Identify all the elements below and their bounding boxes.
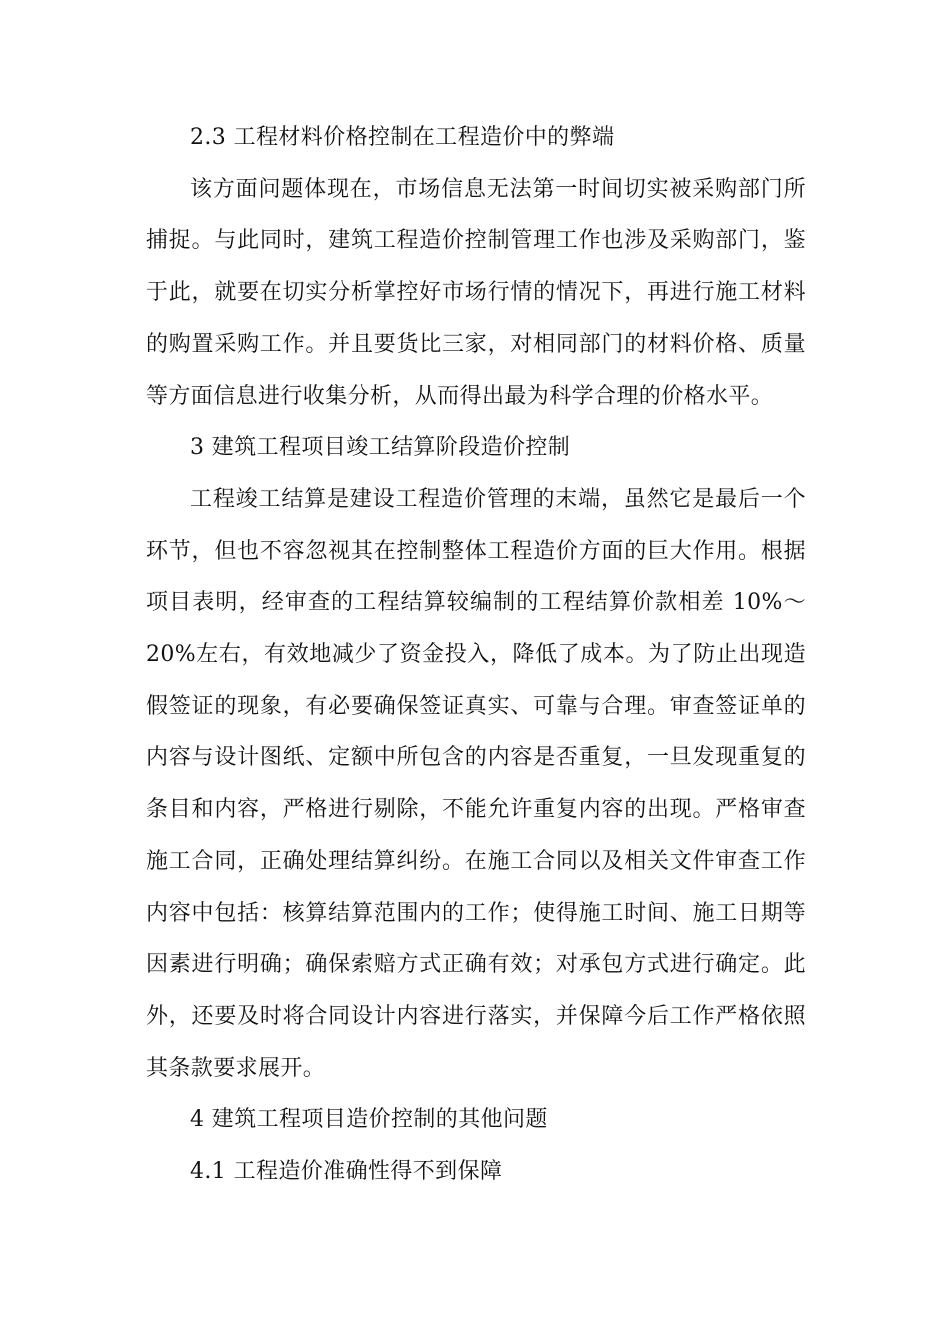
paragraph-line: 内容中包括：核算结算范围内的工作；使得施工时间、施工日期等 (146, 900, 806, 926)
paragraph-line: 捕捉。与此同时，建筑工程造价控制管理工作也涉及采购部门，鉴 (146, 228, 806, 254)
section-2-3-paragraph (146, 164, 806, 423)
heading-text: 4.1 工程造价准确性得不到保障 (190, 1159, 503, 1185)
paragraph-line: 的购置采购工作。并且要货比三家，对相同部门的材料价格、质量 (146, 331, 806, 357)
section-3-paragraph (146, 474, 806, 1094)
heading-text: 2.3 工程材料价格控制在工程造价中的弊端 (190, 125, 615, 150)
paragraph-line: 20%左右，有效地减少了资金投入，降低了成本。为了防止出现造 (146, 642, 806, 668)
paragraph-line: 环节，但也不容忽视其在控制整体工程造价方面的巨大作用。根据 (146, 538, 806, 564)
paragraph-line: 外，还要及时将合同设计内容进行落实，并保障今后工作严格依照 (146, 1003, 806, 1029)
heading-text: 3 建筑工程项目竣工结算阶段造价控制 (190, 435, 571, 461)
paragraph-line: 因素进行明确；确保索赔方式正确有效；对承包方式进行确定。此 (146, 952, 806, 978)
paragraph-line: 于此，就要在切实分析掌控好市场行情的情况下，再进行施工材料 (146, 280, 806, 306)
section-4-1-heading (146, 1146, 806, 1198)
section-3-heading (146, 422, 806, 474)
paragraph-line: 假签证的现象，有必要确保签证真实、可靠与合理。审查签证单的 (146, 693, 806, 719)
paragraph-line: 施工合同，正确处理结算纠纷。在施工合同以及相关文件审查工作 (146, 848, 806, 874)
paragraph-line: 等方面信息进行收集分析，从而得出最为科学合理的价格水平。 (146, 383, 774, 409)
section-4-heading (146, 1094, 806, 1146)
heading-text: 4 建筑工程项目造价控制的其他问题 (190, 1107, 548, 1133)
paragraph-line: 项目表明，经审查的工程结算较编制的工程结算价款相差 10%～ (146, 590, 806, 616)
paragraph-line: 工程竣工结算是建设工程造价管理的末端，虽然它是最后一个 (190, 486, 806, 512)
document-body (146, 112, 806, 1198)
paragraph-line: 内容与设计图纸、定额中所包含的内容是否重复，一旦发现重复的 (146, 745, 806, 771)
paragraph-line: 条目和内容，严格进行剔除，不能允许重复内容的出现。严格审查 (146, 797, 806, 823)
section-2-3-heading (146, 112, 806, 164)
paragraph-line: 该方面问题体现在，市场信息无法第一时间切实被采购部门所 (190, 176, 806, 202)
paragraph-line: 其条款要求展开。 (146, 1055, 326, 1081)
